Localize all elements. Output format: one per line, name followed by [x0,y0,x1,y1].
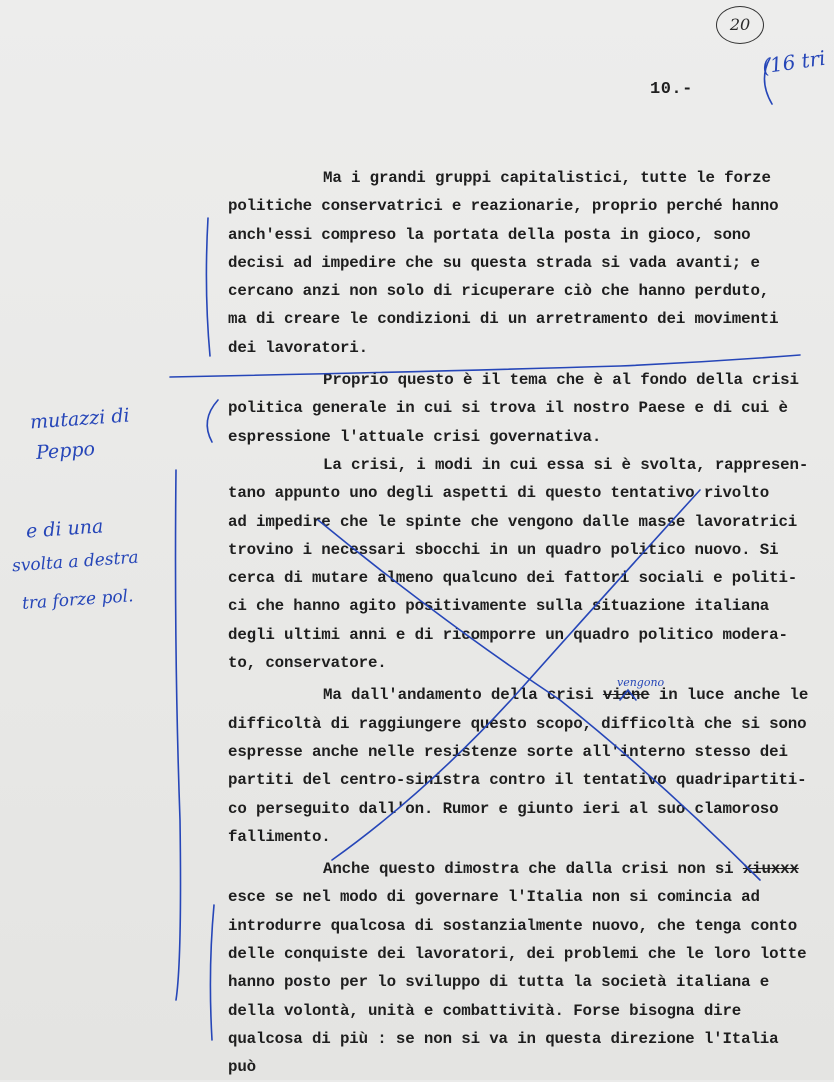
text-line: della volontà, unità e combattività. Forse bisogna dire [228,1001,742,1020]
text-line: politica generale in cui si trova il nostro Paese e di cui è [228,399,788,418]
text-line: degli ultimi anni e di ricomporre un quadro politico modera- [228,625,788,644]
text-line: Ma i grandi gruppi capitalistici, tutte le forze [323,169,771,187]
text-line: decisi ad impedire che su questa strada si vada avanti; e [228,253,760,272]
page-stamp: 20 [716,6,764,44]
margin-bracket-paragraph-5 [210,905,214,1040]
text-line: difficoltà di raggiungere questo scopo, difficoltà che si sono [228,714,807,733]
text-line: esce se nel modo di governare l'Italia non si comincia ad [228,888,760,907]
margin-bracket-paragraph-1 [206,218,210,356]
margin-note-line: mutazzi di [29,404,131,434]
text-line: introdurre qualcosa di sostanzialmente nuovo, che tenga conto [228,916,798,935]
text-line: dei lavoratori. [228,338,368,357]
text-line-with-correction: Anche questo dimostra che dalla crisi non si xiuxxx [323,860,799,879]
text-line: tano appunto uno degli aspetti di questo tentativo rivolto [228,484,770,503]
text-line: ci che hanno agito positivamente sulla situazione italiana [228,597,770,616]
corner-bracket-mark [764,58,772,104]
text-line: può [228,1058,256,1077]
insertion-caret [620,690,636,700]
text-line: anch'essi compreso la portata della posta in gioco, sono [228,225,751,244]
text-line: espresse anche nelle resistenze sorte all'interno stesso dei [228,742,788,761]
interlinear-correction: vengono [617,676,665,689]
margin-bracket-paragraph-2 [207,400,218,442]
margin-note-line: tra forze pol. [21,586,135,614]
text-line: fallimento. [228,827,331,846]
text-line: to, conservatore. [228,654,387,673]
margin-note-line: Peppo [35,437,96,465]
text-line: Proprio questo è il tema che è al fondo della crisi [323,371,799,390]
margin-vertical-line [176,470,181,1000]
text-line: trovino i necessari sbocchi in un quadro politico nuovo. Si [228,540,779,559]
text-line: cercano anzi non solo di ricuperare ciò che hanno perduto, [228,282,770,301]
text-line: partiti del centro-sinistra contro il tentativo quadripartiti- [228,771,807,790]
text-line: qualcosa di più : se non si va in questa direzione l'Italia [228,1029,779,1048]
text-line: La crisi, i modi in cui essa si è svolta, rappresen- [323,455,809,474]
corner-handwritten-note: (16 tri [760,45,827,79]
text-line: ma di creare le condizioni di un arretramento dei movimenti [228,310,779,329]
struck-word: xiuxxx [742,860,799,879]
text-line: cerca di mutare almeno qualcuno dei fattori sociali e politi- [228,569,798,588]
section-divider-line [170,355,800,377]
text-line: hanno posto per lo sviluppo di tutta la società italiana e [228,973,770,992]
margin-note-line: e di una [25,515,105,543]
text-line: politiche conservatrici e reazionarie, proprio perché hanno [228,197,779,216]
text-line: ad impedire che le spinte che vengono dalle masse lavoratrici [228,512,798,531]
cross-out-stroke [332,490,700,860]
text-line: delle conquiste dei lavoratori, dei problemi che le loro lotte [228,945,807,964]
text-line: espressione l'attuale crisi governativa. [228,427,602,446]
text-line-with-correction: Ma dall'andamento della crisi viene in luce anche le [323,686,809,705]
struck-word: viene [602,686,650,705]
text-line: co perseguito dall'on. Rumor e giunto ieri al suo clamoroso [228,799,779,818]
page-number: 10.- [650,80,693,99]
margin-note-line: svolta a destra [11,547,140,577]
cross-out-stroke [318,520,760,880]
